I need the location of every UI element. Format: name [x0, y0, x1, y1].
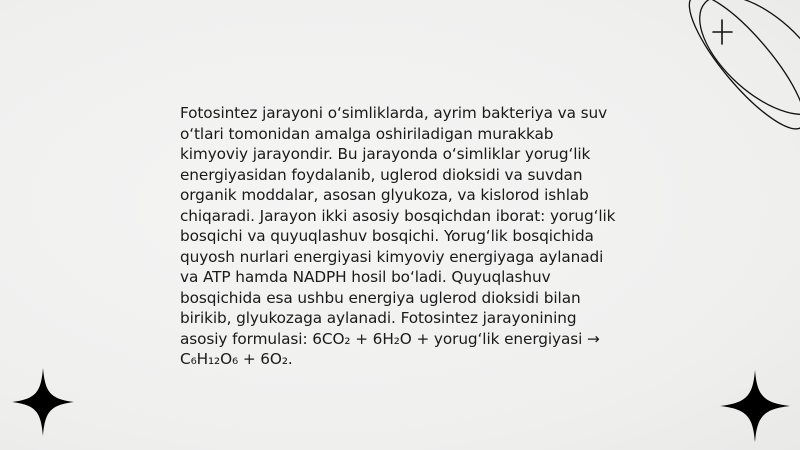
four-point-star-icon: [720, 370, 790, 442]
four-point-star-icon: [12, 368, 74, 436]
sparkle-icon: [713, 20, 732, 44]
body-paragraph: Fotosintez jarayoni o‘simliklarda, ayrim bakteriya va suv o‘tlari tomonidan amalga oshiriladigan murakkab kimyoviy jarayondir. Bu jarayonda o‘simliklar yorug‘lik energiyasidan foydalanib, uglerod dioksidi va suvdan organik moddalar, asosan glyukoza, va kislorod ishlab chiqaradi. Jarayon ikki asosiy bosqichdan iborat: yorug‘lik bosqichi va quyuqlashuv bosqichi. Yorug‘lik bosqichida quyosh nurlari energiyasi kimyoviy energiyaga aylanadi va ATP hamda NADPH hosil bo‘ladi. Quyuqlashuv bosqichida esa ushbu energiya uglerod dioksidi bilan birikib, glyukozaga aylanadi. Fotosintez jarayonining asosiy formulasi: 6CO₂ + 6H₂O + yorug‘lik energiyasi → C₆H₁₂O₆ + 6O₂.: [180, 104, 616, 368]
orbit-lines-icon: [655, 0, 800, 150]
